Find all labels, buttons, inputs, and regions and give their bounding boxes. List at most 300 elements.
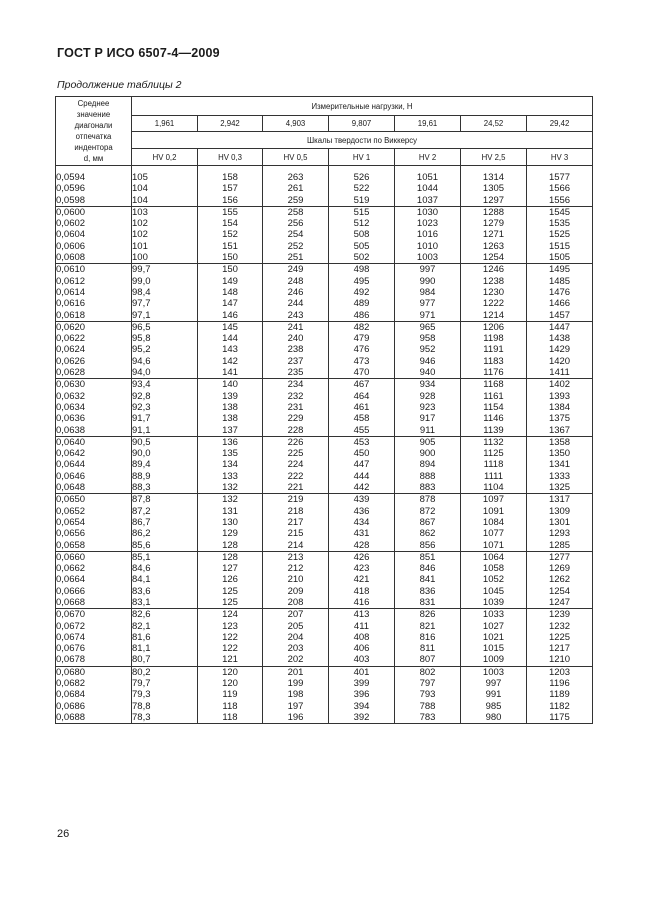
hardness-value: 479 <box>353 333 370 345</box>
hardness-value: 119 <box>222 689 238 701</box>
hardness-value: 126 <box>222 574 238 586</box>
hardness-value: 1045 <box>482 585 505 597</box>
hardness-value: 261 <box>287 183 304 195</box>
hardness-value: 1254 <box>548 585 571 597</box>
hardness-value: 1301 <box>548 516 571 528</box>
hardness-value: 104 <box>132 183 148 195</box>
hardness-cell <box>461 609 527 666</box>
diagonal-value: 0,0674 <box>56 631 86 643</box>
hardness-value: 1515 <box>548 240 571 252</box>
hardness-value: 210 <box>287 574 304 586</box>
load-value: 29,42 <box>527 116 593 132</box>
hardness-value: 244 <box>287 298 304 310</box>
hardness-value: 1125 <box>483 448 504 460</box>
hardness-cell <box>198 379 263 436</box>
hardness-cell <box>263 206 329 263</box>
hardness-value: 1225 <box>548 631 571 643</box>
hardness-value: 1161 <box>483 390 504 402</box>
hardness-value: 1058 <box>482 563 505 575</box>
hardness-value: 401 <box>353 666 370 678</box>
hardness-value: 1239 <box>548 609 571 621</box>
document-title: ГОСТ Р ИСО 6507-4—2009 <box>57 46 220 60</box>
hardness-value: 991 <box>485 689 502 701</box>
hardness-value: 515 <box>353 206 370 218</box>
diagonal-value: 0,0682 <box>56 678 86 690</box>
hardness-value: 204 <box>287 631 304 643</box>
hardness-cell <box>329 609 395 666</box>
hardness-value: 122 <box>222 643 238 655</box>
hardness-value: 1037 <box>416 194 439 206</box>
hardness-cell <box>132 609 198 666</box>
hardness-value: 89,4 <box>132 459 151 471</box>
hardness-value: 1495 <box>548 264 571 276</box>
scales-row <box>56 149 593 166</box>
hardness-value: 958 <box>419 333 436 345</box>
hardness-value: 403 <box>353 654 370 666</box>
hardness-value: 203 <box>287 643 304 655</box>
hardness-value: 1023 <box>416 218 439 230</box>
table-row-group <box>56 264 593 321</box>
hardness-value: 1317 <box>548 494 571 506</box>
hardness-value: 411 <box>353 620 370 632</box>
table-row-group <box>56 666 593 723</box>
hardness-value: 1077 <box>482 528 505 540</box>
hardness-value: 251 <box>287 252 304 264</box>
hardness-value: 392 <box>353 711 370 723</box>
hardness-cell <box>132 321 198 378</box>
hardness-value: 831 <box>419 596 436 608</box>
hardness-value: 145 <box>222 321 238 333</box>
hardness-value: 436 <box>353 505 370 517</box>
lead-header-line: диагонали <box>74 121 113 130</box>
hardness-value: 80,2 <box>132 666 151 678</box>
scale-label: HV 0,3 <box>198 149 263 166</box>
scale-label: HV 2,5 <box>461 149 527 166</box>
hardness-value: 235 <box>287 367 304 379</box>
hardness-value: 396 <box>353 689 370 701</box>
diagonal-value: 0,0634 <box>56 401 86 413</box>
hardness-value: 464 <box>353 390 370 402</box>
hardness-cell <box>263 166 329 207</box>
hardness-value: 1039 <box>482 596 505 608</box>
hardness-value: 1182 <box>549 700 570 712</box>
diagonal-cell <box>56 206 132 263</box>
hardness-cell <box>527 379 593 436</box>
hardness-cell <box>395 436 461 493</box>
loads-row <box>56 116 593 132</box>
loads-header: Измерительные нагрузки, Н <box>132 97 593 116</box>
table-continuation-caption: Продолжение таблицы 2 <box>57 79 182 91</box>
lead-header-line: Среднее <box>77 99 110 108</box>
hardness-value: 482 <box>353 321 370 333</box>
hardness-value: 104 <box>132 194 148 206</box>
hardness-cell <box>527 321 593 378</box>
hardness-value: 151 <box>222 240 238 252</box>
hardness-value: 88,3 <box>132 482 151 494</box>
hardness-cell <box>395 264 461 321</box>
hardness-value: 129 <box>222 528 238 540</box>
hardness-value: 984 <box>419 286 436 298</box>
hardness-value: 155 <box>222 206 238 218</box>
hardness-value: 917 <box>419 413 436 425</box>
hardness-value: 1375 <box>548 413 571 425</box>
hardness-value: 811 <box>419 643 436 655</box>
diagonal-value: 0,0608 <box>56 252 86 264</box>
hardness-value: 418 <box>353 585 370 597</box>
hardness-value: 99,0 <box>132 275 151 287</box>
hardness-value: 1238 <box>482 275 505 287</box>
hardness-value: 226 <box>287 436 304 448</box>
hardness-value: 1196 <box>549 678 570 690</box>
hardness-cell <box>527 206 593 263</box>
hardness-value: 473 <box>353 355 370 367</box>
hardness-value: 1139 <box>483 424 504 436</box>
diagonal-value: 0,0618 <box>56 309 86 321</box>
hardness-value: 1217 <box>548 643 571 655</box>
hardness-value: 1262 <box>548 574 571 586</box>
hardness-value: 867 <box>419 516 436 528</box>
load-value: 2,942 <box>198 116 263 132</box>
hardness-value: 1476 <box>548 286 571 298</box>
hardness-value: 218 <box>287 505 304 517</box>
scale-label: HV 0,5 <box>263 149 329 166</box>
hardness-cell <box>527 166 593 207</box>
hardness-value: 128 <box>222 551 238 563</box>
hardness-value: 1064 <box>482 551 505 563</box>
diagonal-value: 0,0638 <box>56 424 86 436</box>
hardness-cell <box>132 494 198 551</box>
hardness-value: 256 <box>287 218 304 230</box>
hardness-value: 124 <box>222 609 238 621</box>
diagonal-value: 0,0672 <box>56 620 86 632</box>
hardness-value: 836 <box>419 585 436 597</box>
hardness-value: 923 <box>419 401 436 413</box>
diagonal-cell <box>56 609 132 666</box>
hardness-value: 87,2 <box>132 505 151 517</box>
hardness-value: 97,7 <box>132 298 151 310</box>
diagonal-value: 0,0616 <box>56 298 86 310</box>
hardness-value: 85,1 <box>132 551 151 563</box>
hardness-value: 1279 <box>482 218 505 230</box>
hardness-cell <box>329 379 395 436</box>
hardness-value: 121 <box>222 654 238 666</box>
hardness-value: 1393 <box>548 390 571 402</box>
diagonal-value: 0,0622 <box>56 333 86 345</box>
hardness-value: 1044 <box>416 183 439 195</box>
hardness-value: 202 <box>287 654 304 666</box>
hardness-value: 826 <box>419 609 436 621</box>
hardness-cell <box>461 166 527 207</box>
table-row-group <box>56 206 593 263</box>
hardness-value: 461 <box>353 401 370 413</box>
hardness-value: 1030 <box>416 206 439 218</box>
hardness-value: 821 <box>419 620 436 632</box>
hardness-cell <box>329 264 395 321</box>
hardness-value: 851 <box>419 551 436 563</box>
hardness-value: 254 <box>287 229 304 241</box>
hardness-cell <box>263 436 329 493</box>
diagonal-value: 0,0646 <box>56 470 86 482</box>
hardness-cell <box>263 494 329 551</box>
hardness-value: 209 <box>287 585 304 597</box>
hardness-cell <box>395 379 461 436</box>
hardness-value: 1325 <box>548 482 571 494</box>
hardness-value: 78,3 <box>132 711 151 723</box>
hardness-cell <box>461 436 527 493</box>
diagonal-value: 0,0596 <box>56 183 86 195</box>
hardness-value: 498 <box>353 264 370 276</box>
scale-label: HV 3 <box>527 149 593 166</box>
hardness-value: 83,1 <box>132 596 151 608</box>
hardness-value: 212 <box>287 563 304 575</box>
hardness-value: 146 <box>222 309 238 321</box>
diagonal-value: 0,0668 <box>56 596 86 608</box>
hardness-value: 133 <box>222 470 238 482</box>
load-value: 19,61 <box>395 116 461 132</box>
hardness-value: 1505 <box>548 252 571 264</box>
hardness-value: 905 <box>419 436 436 448</box>
hardness-value: 90,0 <box>132 448 151 460</box>
diagonal-value: 0,0676 <box>56 643 86 655</box>
hardness-value: 888 <box>419 470 436 482</box>
hardness-cell <box>395 321 461 378</box>
hardness-value: 199 <box>287 678 304 690</box>
diagonal-cell <box>56 321 132 378</box>
hardness-value: 137 <box>222 424 238 436</box>
hardness-value: 1447 <box>548 321 571 333</box>
hardness-value: 205 <box>287 620 304 632</box>
hardness-value: 1305 <box>482 183 505 195</box>
hardness-value: 237 <box>287 355 304 367</box>
hardness-value: 97,1 <box>132 309 151 321</box>
hardness-value: 1358 <box>548 436 571 448</box>
diagonal-value: 0,0636 <box>56 413 86 425</box>
diagonal-value: 0,0606 <box>56 240 86 252</box>
hardness-cell <box>461 666 527 723</box>
hardness-value: 234 <box>287 379 304 391</box>
hardness-value: 88,9 <box>132 470 151 482</box>
hardness-value: 138 <box>222 413 238 425</box>
hardness-value: 1118 <box>483 459 504 471</box>
hardness-value: 123 <box>222 620 238 632</box>
hardness-value: 1535 <box>548 218 571 230</box>
table-row-group <box>56 494 593 551</box>
hardness-value: 141 <box>222 367 238 379</box>
diagonal-value: 0,0628 <box>56 367 86 379</box>
lead-header-line: отпечатка <box>75 132 112 141</box>
hardness-value: 980 <box>485 711 502 723</box>
hardness-value: 263 <box>287 172 304 183</box>
hardness-cell <box>132 379 198 436</box>
hardness-value: 134 <box>222 459 238 471</box>
diagonal-value: 0,0626 <box>56 355 86 367</box>
hardness-value: 86,2 <box>132 528 151 540</box>
scale-label: HV 2 <box>395 149 461 166</box>
hardness-cell <box>263 666 329 723</box>
hardness-value: 1183 <box>483 355 504 367</box>
hardness-value: 1168 <box>483 379 504 391</box>
hardness-value: 95,8 <box>132 333 151 345</box>
hardness-value: 788 <box>419 700 436 712</box>
hardness-value: 816 <box>419 631 436 643</box>
vickers-hardness-table <box>55 96 593 724</box>
hardness-value: 101 <box>132 240 148 252</box>
hardness-value: 1210 <box>548 654 571 666</box>
hardness-value: 797 <box>419 678 436 690</box>
hardness-value: 196 <box>287 711 304 723</box>
hardness-value: 82,1 <box>132 620 151 632</box>
hardness-value: 428 <box>353 539 370 551</box>
hardness-cell <box>198 551 263 608</box>
hardness-value: 258 <box>287 206 304 218</box>
hardness-value: 100 <box>132 252 148 264</box>
table-row-group <box>56 379 593 436</box>
hardness-value: 99,7 <box>132 264 151 276</box>
diagonal-value: 0,0688 <box>56 711 86 723</box>
hardness-value: 225 <box>287 448 304 460</box>
hardness-cell <box>461 494 527 551</box>
hardness-value: 1384 <box>548 401 571 413</box>
hardness-cell <box>395 494 461 551</box>
hardness-value: 946 <box>419 355 436 367</box>
hardness-cell <box>198 666 263 723</box>
hardness-cell <box>263 321 329 378</box>
hardness-value: 150 <box>222 252 238 264</box>
diagonal-value: 0,0654 <box>56 516 86 528</box>
hardness-cell <box>395 609 461 666</box>
hardness-value: 150 <box>222 264 238 276</box>
hardness-cell <box>527 264 593 321</box>
hardness-value: 246 <box>287 286 304 298</box>
hardness-cell <box>461 379 527 436</box>
hardness-value: 139 <box>222 390 238 402</box>
hardness-value: 1525 <box>548 229 571 241</box>
hardness-value: 911 <box>419 424 436 436</box>
hardness-value: 96,5 <box>132 321 151 333</box>
hardness-cell <box>198 264 263 321</box>
hardness-value: 118 <box>222 700 238 712</box>
hardness-value: 1091 <box>482 505 505 517</box>
hardness-value: 1016 <box>416 229 439 241</box>
hardness-value: 1206 <box>482 321 505 333</box>
hardness-value: 1097 <box>482 494 505 506</box>
hardness-value: 1027 <box>482 620 505 632</box>
hardness-value: 130 <box>222 516 238 528</box>
hardness-value: 1203 <box>548 666 571 678</box>
hardness-value: 1297 <box>482 194 505 206</box>
hardness-value: 80,7 <box>132 654 151 666</box>
diagonal-value: 0,0630 <box>56 379 86 391</box>
hardness-value: 1309 <box>548 505 571 517</box>
hardness-value: 997 <box>419 264 436 276</box>
hardness-value: 940 <box>419 367 436 379</box>
hardness-value: 102 <box>132 229 148 241</box>
load-value: 4,903 <box>263 116 329 132</box>
page-number: 26 <box>57 828 70 840</box>
hardness-value: 455 <box>353 424 370 436</box>
hardness-value: 103 <box>132 206 148 218</box>
hardness-value: 142 <box>222 355 238 367</box>
hardness-value: 1021 <box>482 631 505 643</box>
hardness-value: 84,1 <box>132 574 151 586</box>
hardness-value: 1084 <box>482 516 505 528</box>
hardness-value: 883 <box>419 482 436 494</box>
hardness-value: 158 <box>222 172 238 183</box>
hardness-value: 1009 <box>482 654 505 666</box>
hardness-value: 1566 <box>548 183 571 195</box>
diagonal-value: 0,0612 <box>56 275 86 287</box>
diagonal-value: 0,0598 <box>56 194 86 206</box>
hardness-value: 522 <box>353 183 370 195</box>
diagonal-value: 0,0656 <box>56 528 86 540</box>
diagonal-value: 0,0678 <box>56 654 86 666</box>
hardness-value: 952 <box>419 344 436 356</box>
hardness-value: 971 <box>419 309 436 321</box>
scale-label: HV 0,2 <box>132 149 198 166</box>
hardness-value: 997 <box>485 678 502 690</box>
hardness-value: 252 <box>287 240 304 252</box>
hardness-value: 214 <box>287 539 304 551</box>
hardness-value: 120 <box>222 666 238 678</box>
diagonal-value: 0,0620 <box>56 321 86 333</box>
hardness-value: 434 <box>353 516 370 528</box>
hardness-value: 934 <box>419 379 436 391</box>
hardness-value: 92,3 <box>132 401 151 413</box>
hardness-value: 1003 <box>482 666 505 678</box>
hardness-value: 1052 <box>482 574 505 586</box>
hardness-value: 82,6 <box>132 609 151 621</box>
diagonal-column-header <box>56 97 132 166</box>
diagonal-cell <box>56 166 132 207</box>
hardness-cell <box>329 551 395 608</box>
hardness-value: 1176 <box>483 367 504 379</box>
hardness-value: 413 <box>353 609 370 621</box>
hardness-value: 85,6 <box>132 539 151 551</box>
diagonal-value: 0,0602 <box>56 218 86 230</box>
hardness-value: 83,6 <box>132 585 151 597</box>
hardness-value: 985 <box>485 700 502 712</box>
hardness-cell <box>527 436 593 493</box>
diagonal-value: 0,0658 <box>56 539 86 551</box>
hardness-value: 1175 <box>549 711 570 723</box>
hardness-cell <box>263 551 329 608</box>
hardness-value: 156 <box>222 194 238 206</box>
table-row-group <box>56 166 593 207</box>
hardness-value: 1254 <box>482 252 505 264</box>
diagonal-value: 0,0670 <box>56 609 86 621</box>
hardness-cell <box>198 206 263 263</box>
hardness-value: 131 <box>222 505 238 517</box>
diagonal-value: 0,0594 <box>56 172 86 183</box>
hardness-cell <box>329 321 395 378</box>
hardness-value: 1214 <box>482 309 505 321</box>
hardness-value: 157 <box>222 183 238 195</box>
hardness-value: 132 <box>222 494 238 506</box>
hardness-value: 94,0 <box>132 367 151 379</box>
hardness-value: 217 <box>287 516 304 528</box>
hardness-value: 231 <box>287 401 304 413</box>
diagonal-value: 0,0664 <box>56 574 86 586</box>
hardness-value: 128 <box>222 539 238 551</box>
table-row-group <box>56 321 593 378</box>
hardness-value: 213 <box>287 551 304 563</box>
table-row-group <box>56 551 593 608</box>
hardness-value: 492 <box>353 286 370 298</box>
hardness-value: 1293 <box>548 528 571 540</box>
hardness-cell <box>263 609 329 666</box>
hardness-cell <box>527 666 593 723</box>
hardness-value: 249 <box>287 264 304 276</box>
